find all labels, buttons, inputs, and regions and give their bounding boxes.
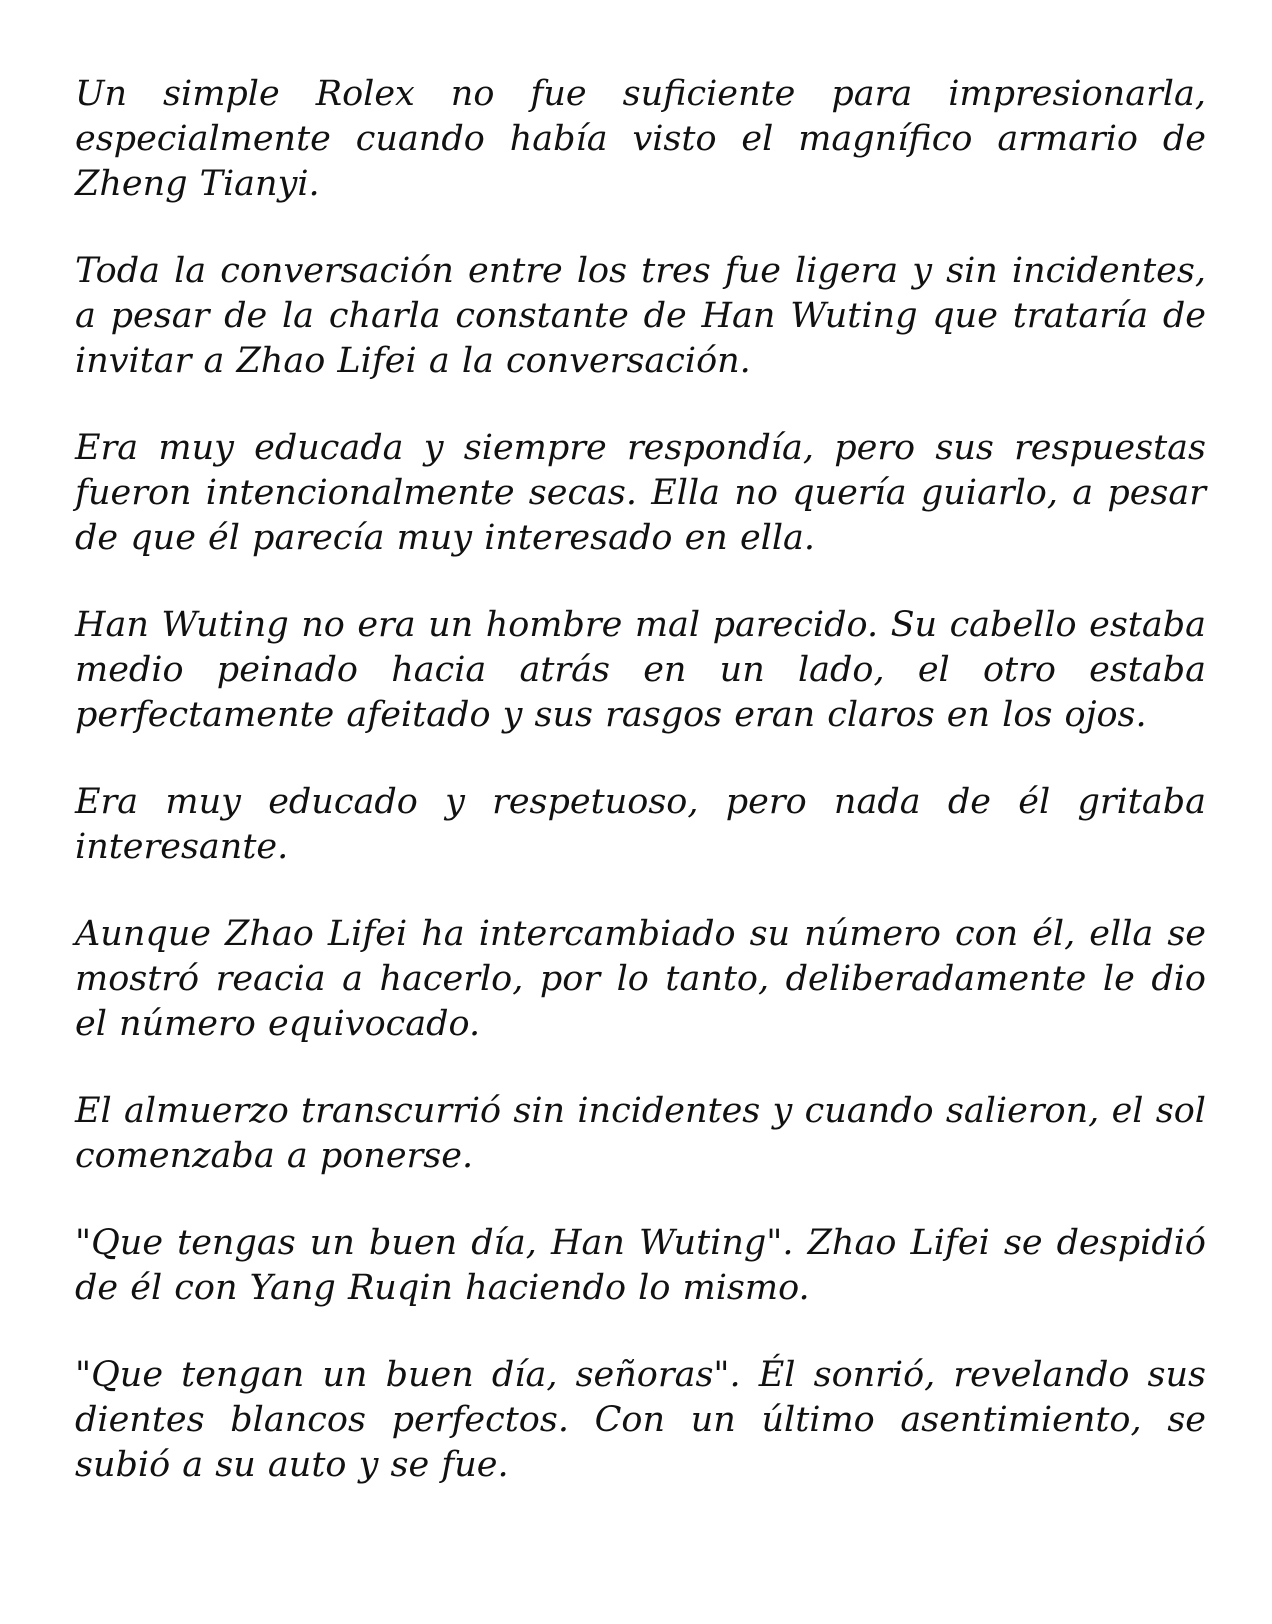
- paragraph: El almuerzo transcurrió sin incidentes y cuando salieron, el sol comenzaba a ponerse.: [75, 1091, 1206, 1176]
- paragraph: "Que tengan un buen día, señoras". Él sonrió, revelando sus dientes blancos perfectos. Con un último asentimiento, se subió a su auto y se fue.: [75, 1355, 1206, 1485]
- paragraph: Era muy educada y siempre respondía, pero sus respuestas fueron intencionalmente secas. Ella no quería guiarlo, a pesar de que él parecía muy interesado en ella.: [75, 428, 1206, 558]
- paragraph: Un simple Rolex no fue suficiente para impresionarla, especialmente cuando había visto el magnífico armario de Zheng Tianyi.: [75, 74, 1206, 204]
- paragraph: Toda la conversación entre los tres fue ligera y sin incidentes, a pesar de la charla constante de Han Wuting que trataría de invitar a Zhao Lifei a la conversación.: [75, 251, 1206, 381]
- paragraph: Aunque Zhao Lifei ha intercambiado su número con él, ella se mostró reacia a hacerlo, por lo tanto, deliberadamente le dio el número equivocado.: [75, 914, 1206, 1044]
- paragraph: "Que tengas un buen día, Han Wuting". Zhao Lifei se despidió de él con Yang Ruqin haciendo lo mismo.: [75, 1223, 1206, 1308]
- paragraph: Era muy educado y respetuoso, pero nada de él gritaba interesante.: [75, 782, 1206, 867]
- paragraph: Han Wuting no era un hombre mal parecido. Su cabello estaba medio peinado hacia atrás en un lado, el otro estaba perfectamente afeitado y sus rasgos eran claros en los ojos.: [75, 605, 1206, 735]
- document-page: [75, 72, 1206, 1530]
